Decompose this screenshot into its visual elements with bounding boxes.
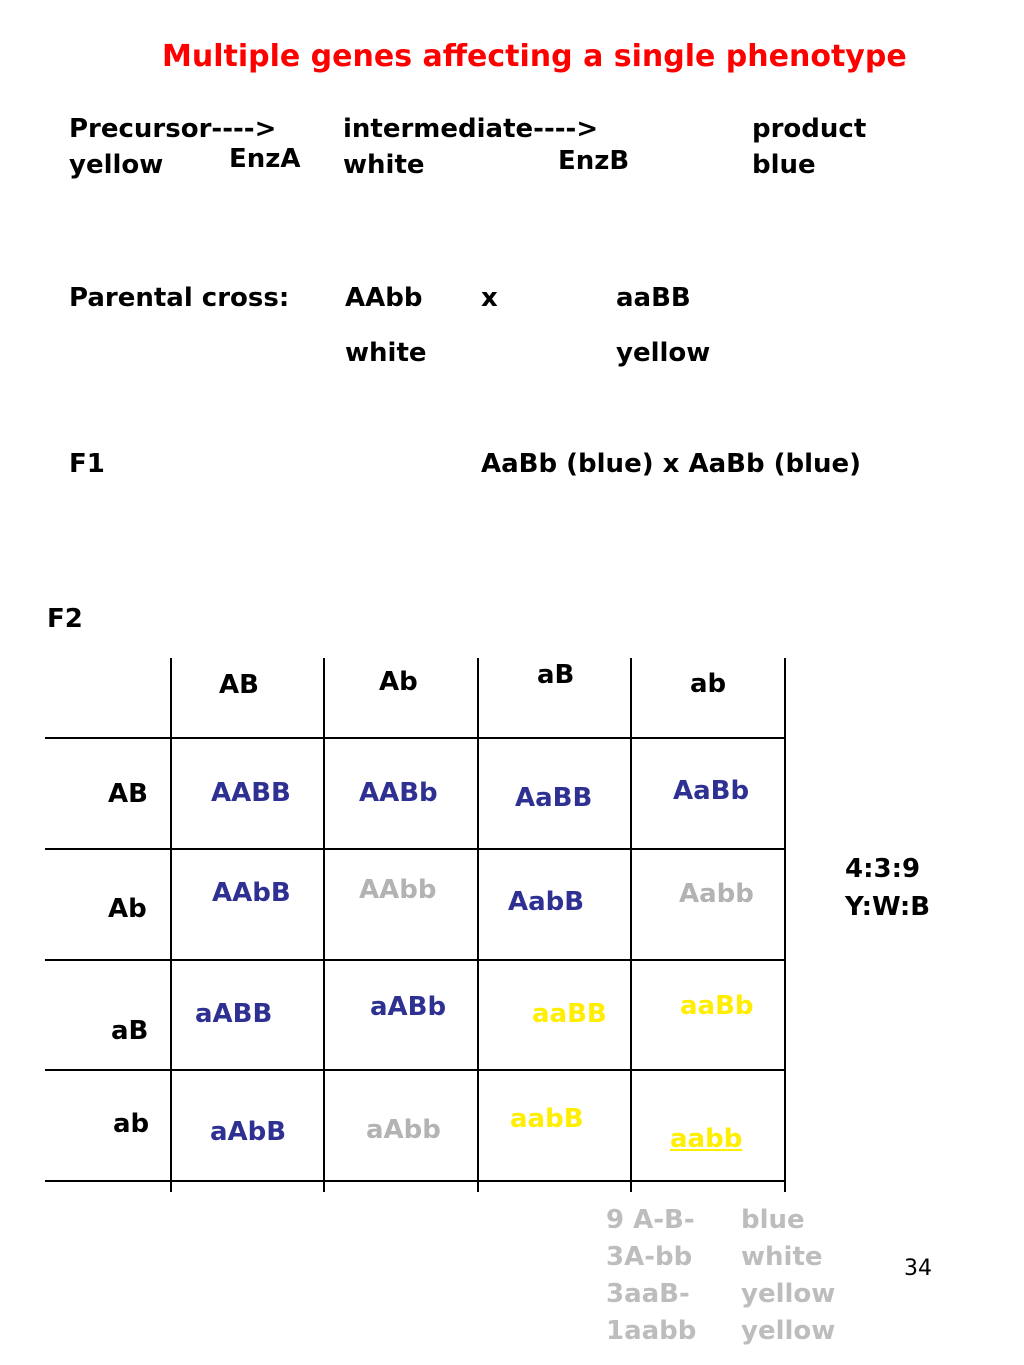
- legend-genotype: 3aaB-: [606, 1279, 690, 1309]
- legend-phenotype: blue: [741, 1205, 805, 1235]
- f2-label: F2: [47, 604, 83, 634]
- cell-genotype: AaBB: [515, 783, 593, 813]
- cell-genotype: AABb: [359, 778, 438, 808]
- grid-hline-3: [45, 959, 786, 961]
- grid-hline-2: [45, 848, 786, 850]
- legend-genotype: 9 A-B-: [606, 1205, 695, 1235]
- grid-hline-4: [45, 1069, 786, 1071]
- legend-phenotypes: [741, 1202, 835, 1350]
- cell-genotype: aabb: [670, 1124, 743, 1154]
- slide-title: Multiple genes affecting a single phenotype: [162, 39, 907, 74]
- precursor-label: Precursor---->: [69, 114, 277, 144]
- product-label: product: [752, 114, 867, 144]
- col-header-AB: AB: [219, 670, 259, 700]
- col-header-aB: aB: [537, 660, 575, 690]
- cell-genotype: aAbb: [366, 1115, 441, 1145]
- ratio-letters: Y:W:B: [845, 892, 931, 922]
- cell-genotype: AAbB: [212, 878, 291, 908]
- enzyme-b-label: EnzB: [558, 146, 630, 176]
- enzyme-a-label: EnzA: [229, 144, 301, 174]
- product-color: blue: [752, 150, 816, 180]
- cell-genotype: aABb: [370, 992, 447, 1022]
- slide-number: 34: [904, 1256, 932, 1281]
- grid-hline-1: [45, 737, 786, 739]
- row-header-aB: aB: [111, 1016, 149, 1046]
- f1-label: F1: [69, 449, 105, 479]
- cell-genotype: aabB: [510, 1104, 584, 1134]
- cell-genotype: aaBB: [532, 999, 607, 1029]
- precursor-color: yellow: [69, 150, 164, 180]
- cell-genotype: AaBb: [673, 776, 750, 806]
- cell-genotype: AABB: [211, 778, 291, 808]
- row-header-AB: AB: [108, 779, 148, 809]
- parent-2-genotype: aaBB: [616, 283, 691, 313]
- legend-genotype: 1aabb: [606, 1316, 697, 1346]
- cell-genotype: aaBb: [680, 991, 754, 1021]
- row-header-ab: ab: [113, 1109, 150, 1139]
- f1-cross: AaBb (blue) x AaBb (blue): [481, 449, 862, 479]
- parental-cross-label: Parental cross:: [69, 283, 290, 313]
- row-header-Ab: Ab: [108, 894, 147, 924]
- legend-phenotype: white: [741, 1242, 823, 1272]
- cell-genotype: AAbb: [359, 875, 437, 905]
- ratio-numbers: 4:3:9: [845, 854, 921, 884]
- cell-genotype: aABB: [195, 999, 273, 1029]
- parent-2-phenotype: yellow: [616, 338, 711, 368]
- legend-genotype: 3A-bb: [606, 1242, 693, 1272]
- cell-genotype: aAbB: [210, 1117, 287, 1147]
- intermediate-color: white: [343, 150, 425, 180]
- cell-genotype: AabB: [508, 887, 585, 917]
- intermediate-label: intermediate---->: [343, 114, 599, 144]
- parent-1-phenotype: white: [345, 338, 427, 368]
- legend-genotypes: [606, 1202, 696, 1350]
- legend-phenotype: yellow: [741, 1316, 836, 1346]
- parent-1-genotype: AAbb: [345, 283, 423, 313]
- grid-hline-5: [45, 1180, 786, 1182]
- col-header-ab: ab: [690, 669, 727, 699]
- cross-symbol: x: [481, 283, 498, 313]
- legend-phenotype: yellow: [741, 1279, 836, 1309]
- cell-genotype: Aabb: [679, 879, 754, 909]
- col-header-Ab: Ab: [379, 667, 418, 697]
